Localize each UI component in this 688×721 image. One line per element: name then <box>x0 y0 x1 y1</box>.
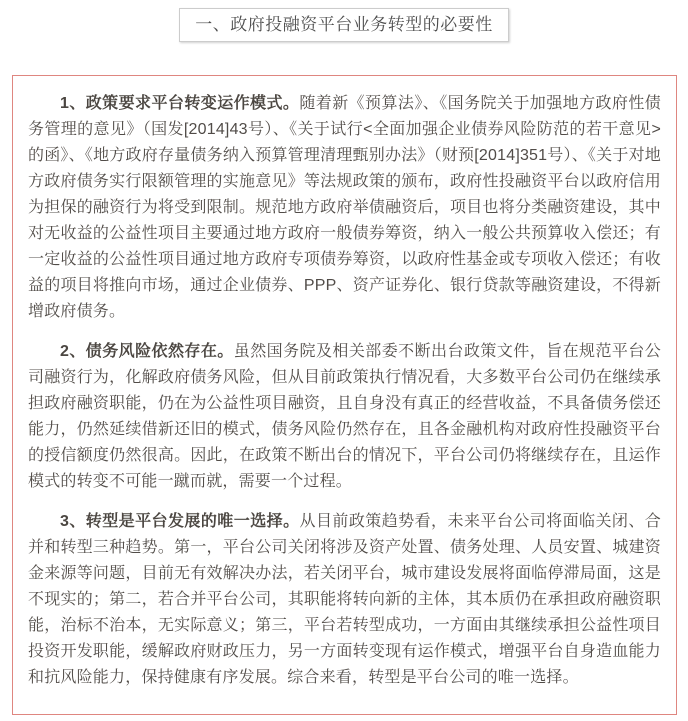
paragraph-debt-risk-text: 虽然国务院及相关部委不断出台政策文件，旨在规范平台公司融资行为，化解政府债务风险，但从目前政策执行情况看，大多数平台公司仍在继续承担政府融资职能，仍在为公益性项目融资，且自身没有真正的经营收益，不具备债务偿还能力，仍然延续借新还旧的模式，债务风险仍然存在，且各金融机构对政府性投融资平台的授信额度仍然很高。因此，在政策不断出台的情况下，平台公司仍将继续存在，且运作模式的转变不可能一蹴而就，需要一个过程。 <box>28 343 661 490</box>
paragraph-transformation-text: 从目前政策趋势看，未来平台公司将面临关闭、合并和转型三种趋势。第一，平台公司关闭将涉及资产处置、债务处理、人员安置、城建资金来源等问题，目前无有效解决办法，若关闭平台，城市建设发展将面临停滞局面，这是不现实的；第二，若合并平台公司，其职能将转向新的主体，其本质仍在承担政府融资职能，治标不治本，无实际意义；第三，平台若转型成功，一方面由其继续承担公益性项目投资开发职能，缓解政府财政压力，另一方面转变现有运作模式，增强平台自身造血能力和抗风险能力，保持健康有序发展。综合来看，转型是平台公司的唯一选择。 <box>28 513 661 686</box>
paragraph-transformation-heading: 3、转型是平台发展的唯一选择。 <box>60 513 300 530</box>
paragraph-policy <box>28 91 661 325</box>
article-body <box>12 75 677 715</box>
paragraph-policy-text: 随着新《预算法》、《国务院关于加强地方政府性债务管理的意见》（国发[2014]43号）、《关于试行<全面加强企业债券风险防范的若干意见>的函》、《地方政府存量债务纳入预算管理清理甄别办法》（财预[2014]351号）、《关于对地方政府债务实行限额管理的实施意见》等法规政策的颁布，政府性投融资平台以政府信用为担保的融资行为将受到限制。规范地方政府举债融资后，项目也将分类融资建设，其中对无收益的公益性项目主要通过地方政府一般债券筹资，纳入一般公共预算收入偿还；有一定收益的公益性项目通过地方政府专项债券筹资，以政府性基金或专项收入偿还；有收益的项目将推向市场，通过企业债券、PPP、资产证券化、银行贷款等融资建设，不得新增政府债务。 <box>28 95 661 320</box>
paragraph-policy-heading: 1、政策要求平台转变运作模式。 <box>60 95 300 112</box>
paragraph-transformation <box>28 509 661 691</box>
title-bar <box>0 0 688 42</box>
section-title: 一、政府投融资平台业务转型的必要性 <box>179 8 509 42</box>
paragraph-debt-risk-heading: 2、债务风险依然存在。 <box>60 343 234 360</box>
paragraph-debt-risk <box>28 339 661 495</box>
